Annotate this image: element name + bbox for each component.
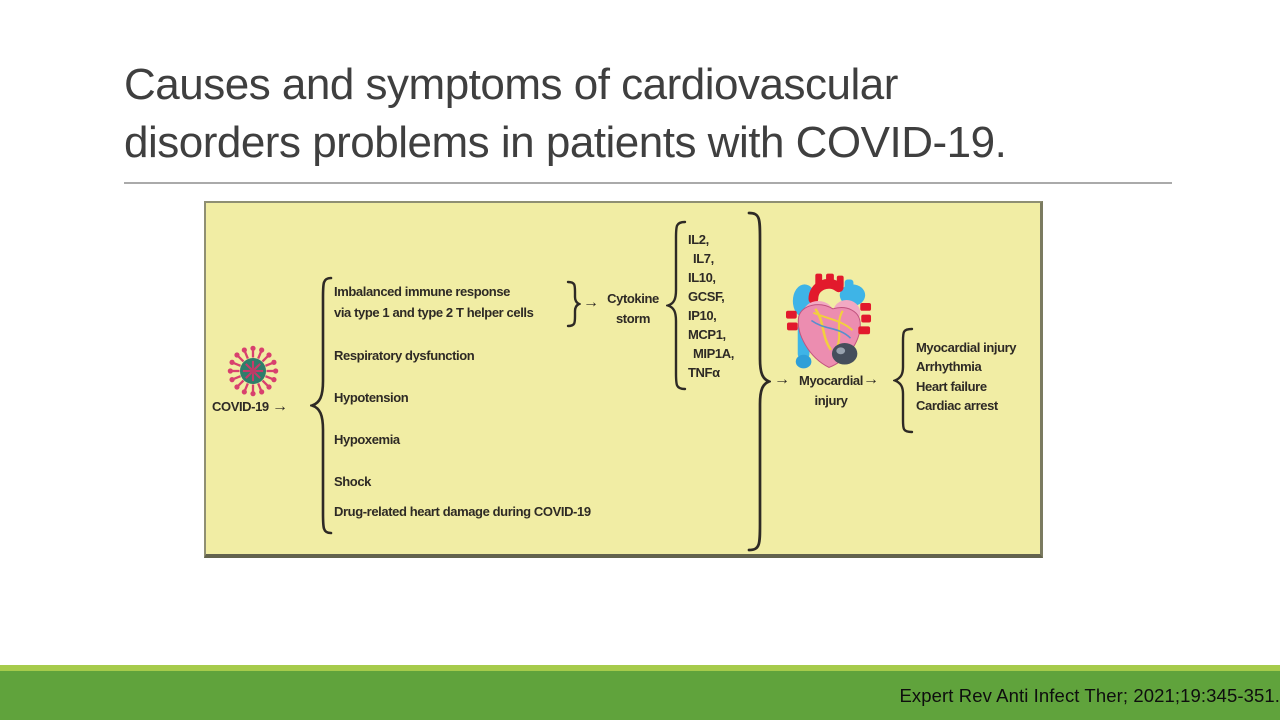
outcomes-list [916,338,1016,416]
slide-title [124,56,1194,172]
immune-close-brace [565,280,581,328]
cause-item: Drug-related heart damage during COVID-19 [334,504,591,519]
arrow-covid-to-causes: → [271,398,288,415]
cytokine-storm-line-2: storm [615,311,651,326]
cytokine-item: IL2, [688,232,709,247]
arrow-to-myocardial-injury: → [774,371,790,388]
cause-item: Hypotension [334,390,409,405]
covid19-label-text: COVID-19 [212,399,269,414]
cytokine-item: MCP1, [688,327,726,342]
outcome-item: Cardiac arrest [916,398,998,414]
cause-immune-line-1: Imbalanced immune response [334,284,510,299]
title-underline [124,182,1172,184]
covid19-source-label [212,399,288,414]
cause-item: Hypoxemia [334,432,400,447]
cause-immune-response [334,282,533,323]
cause-item: Respiratory dysfunction [334,348,475,363]
title-line-1: Causes and symptoms of cardiovascular [124,60,898,109]
cause-item: Shock [334,474,372,489]
cytokines-list [688,230,734,382]
cytokine-storm-line-1: Cytokine [607,291,659,306]
figure-panel [204,201,1043,558]
cytokine-item: IL7, [693,251,714,266]
cytokines-open-brace [666,220,688,391]
outcome-item: Myocardial injury [916,340,1017,355]
citation-text: Expert Rev Anti Infect Ther; 2021;19:345-351. [899,684,1280,706]
myocardial-injury-line-2: injury [814,392,848,408]
title-line-2: disorders problems in patients with COVID-19. [124,118,1007,167]
causes-open-brace [310,276,334,535]
outcomes-open-brace [893,327,915,434]
cytokine-item: GCSF, [688,289,725,304]
cause-immune-line-2: via type 1 and type 2 T helper cells [334,304,534,320]
cytokine-item: TNFα [688,365,720,380]
coronavirus-icon [226,344,280,398]
outcome-item: Arrhythmia [916,359,982,375]
arrow-to-cytokine-storm: → [583,294,599,311]
arrow-to-outcomes: → [863,371,879,388]
cytokine-item: IL10, [688,270,716,285]
heart-illustration [786,273,872,372]
cytokine-item: MIP1A, [693,346,734,361]
myocardial-injury-line-1: Myocardial [799,373,863,388]
footer-bar [0,671,1280,720]
myocardial-injury-label [791,371,871,410]
all-causes-close-brace [745,211,771,552]
cytokine-storm-label [597,289,669,329]
outcome-item: Heart failure [916,378,987,394]
cytokine-item: IP10, [688,308,717,323]
